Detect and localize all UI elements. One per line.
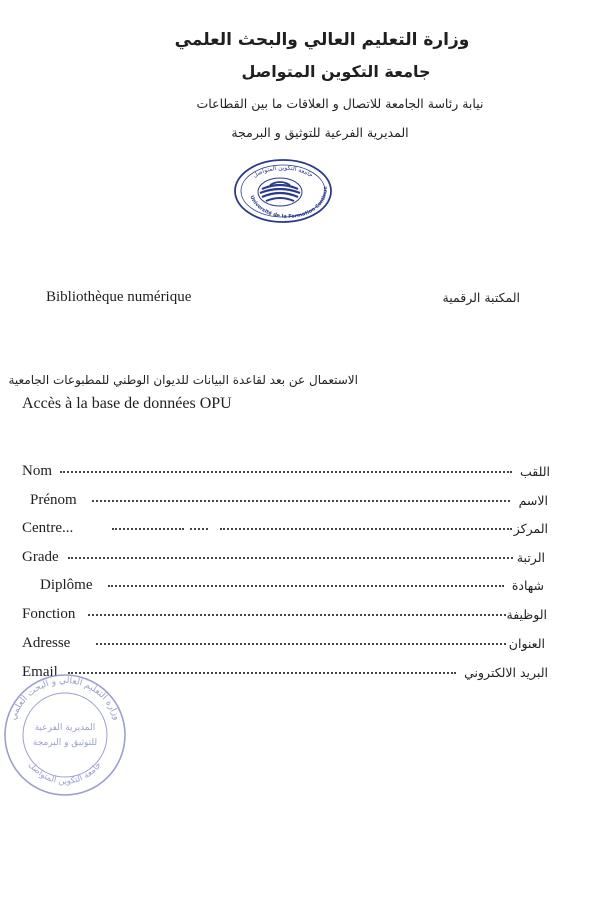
svg-text:وزارة التعليم العالي و البحث ا <box>8 676 121 722</box>
sub-directorate-title: المديرية الفرعية للتوثيق و البرمجة <box>231 125 409 140</box>
svg-text:جامعة التكوين المتواصل <box>252 164 315 179</box>
digital-library-label-ar: المكتبة الرقمية <box>442 290 520 305</box>
field-label-fr: Adresse <box>22 635 71 651</box>
opu-access-label-fr: Accès à la base de données OPU <box>22 395 232 412</box>
field-label-ar: الاسم <box>518 493 548 508</box>
opu-access-label-ar: الاستعمال عن بعد لقاعدة البيانات للديوان الوطني للمطبوعات الجامعية <box>8 373 358 387</box>
form-row-fonction <box>0 606 600 628</box>
stamp-inner-line2: للتوثيق و البرمجة <box>32 738 98 748</box>
field-label-fr: Nom <box>22 463 52 479</box>
input-line-adresse[interactable] <box>96 643 506 645</box>
input-line-grade[interactable] <box>68 557 513 559</box>
field-label-ar: شهادة <box>511 578 544 593</box>
field-label-fr: Diplôme <box>40 577 93 593</box>
input-line-centre-c[interactable] <box>220 528 512 530</box>
university-logo <box>228 155 338 225</box>
field-label-ar: البريد الالكتروني <box>464 665 548 680</box>
field-label-fr: Centre... <box>22 520 74 536</box>
input-line-fonction[interactable] <box>88 614 506 616</box>
field-label-ar: المركز <box>513 521 548 536</box>
svg-text:جامعة التكوين المتواصل <box>26 760 103 787</box>
input-line-diplome[interactable] <box>108 585 504 587</box>
form-row-prenom <box>0 492 600 514</box>
official-stamp <box>0 670 130 800</box>
university-title: جامعة التكوين المتواصل <box>241 62 431 81</box>
field-label-ar: الرتبة <box>516 550 545 565</box>
digital-library-label-fr: Bibliothèque numérique <box>46 289 192 305</box>
field-label-fr: Fonction <box>22 606 76 622</box>
field-label-fr: Grade <box>22 549 59 565</box>
form-row-centre <box>0 520 600 542</box>
stamp-bottom-text: جامعة التكوين المتواصل <box>26 760 104 787</box>
form-row-adresse <box>0 635 600 657</box>
field-label-ar: العنوان <box>508 636 545 651</box>
field-label-fr: Email <box>22 664 58 680</box>
input-line-prenom[interactable] <box>92 500 510 502</box>
stamp-inner-line1: المديرية الفرعية <box>34 723 96 733</box>
stamp-outer-text: وزارة التعليم العالي و البحث العلمي <box>8 675 122 722</box>
form-row-grade <box>0 549 600 571</box>
field-label-fr: Prénom <box>30 492 77 508</box>
ministry-title: وزارة التعليم العالي والبحث العلمي <box>174 30 470 50</box>
form-row-diplome <box>0 577 600 599</box>
logo-arabic-name: جامعة التكوين المتواصل <box>251 164 315 180</box>
field-label-ar: الوظيفة <box>506 607 547 622</box>
logo-french-name: Université de la Formation Continue <box>248 186 329 220</box>
globe-icon <box>258 178 302 206</box>
input-line-centre-b[interactable] <box>190 528 208 530</box>
field-label-ar: اللقب <box>519 464 550 479</box>
input-line-nom[interactable] <box>60 471 512 473</box>
vice-rectorate-title: نيابة رئاسة الجامعة للاتصال و العلاقات ما بين القطاعات <box>196 96 484 111</box>
input-line-centre-a[interactable] <box>112 528 184 530</box>
form-row-nom <box>0 463 600 485</box>
